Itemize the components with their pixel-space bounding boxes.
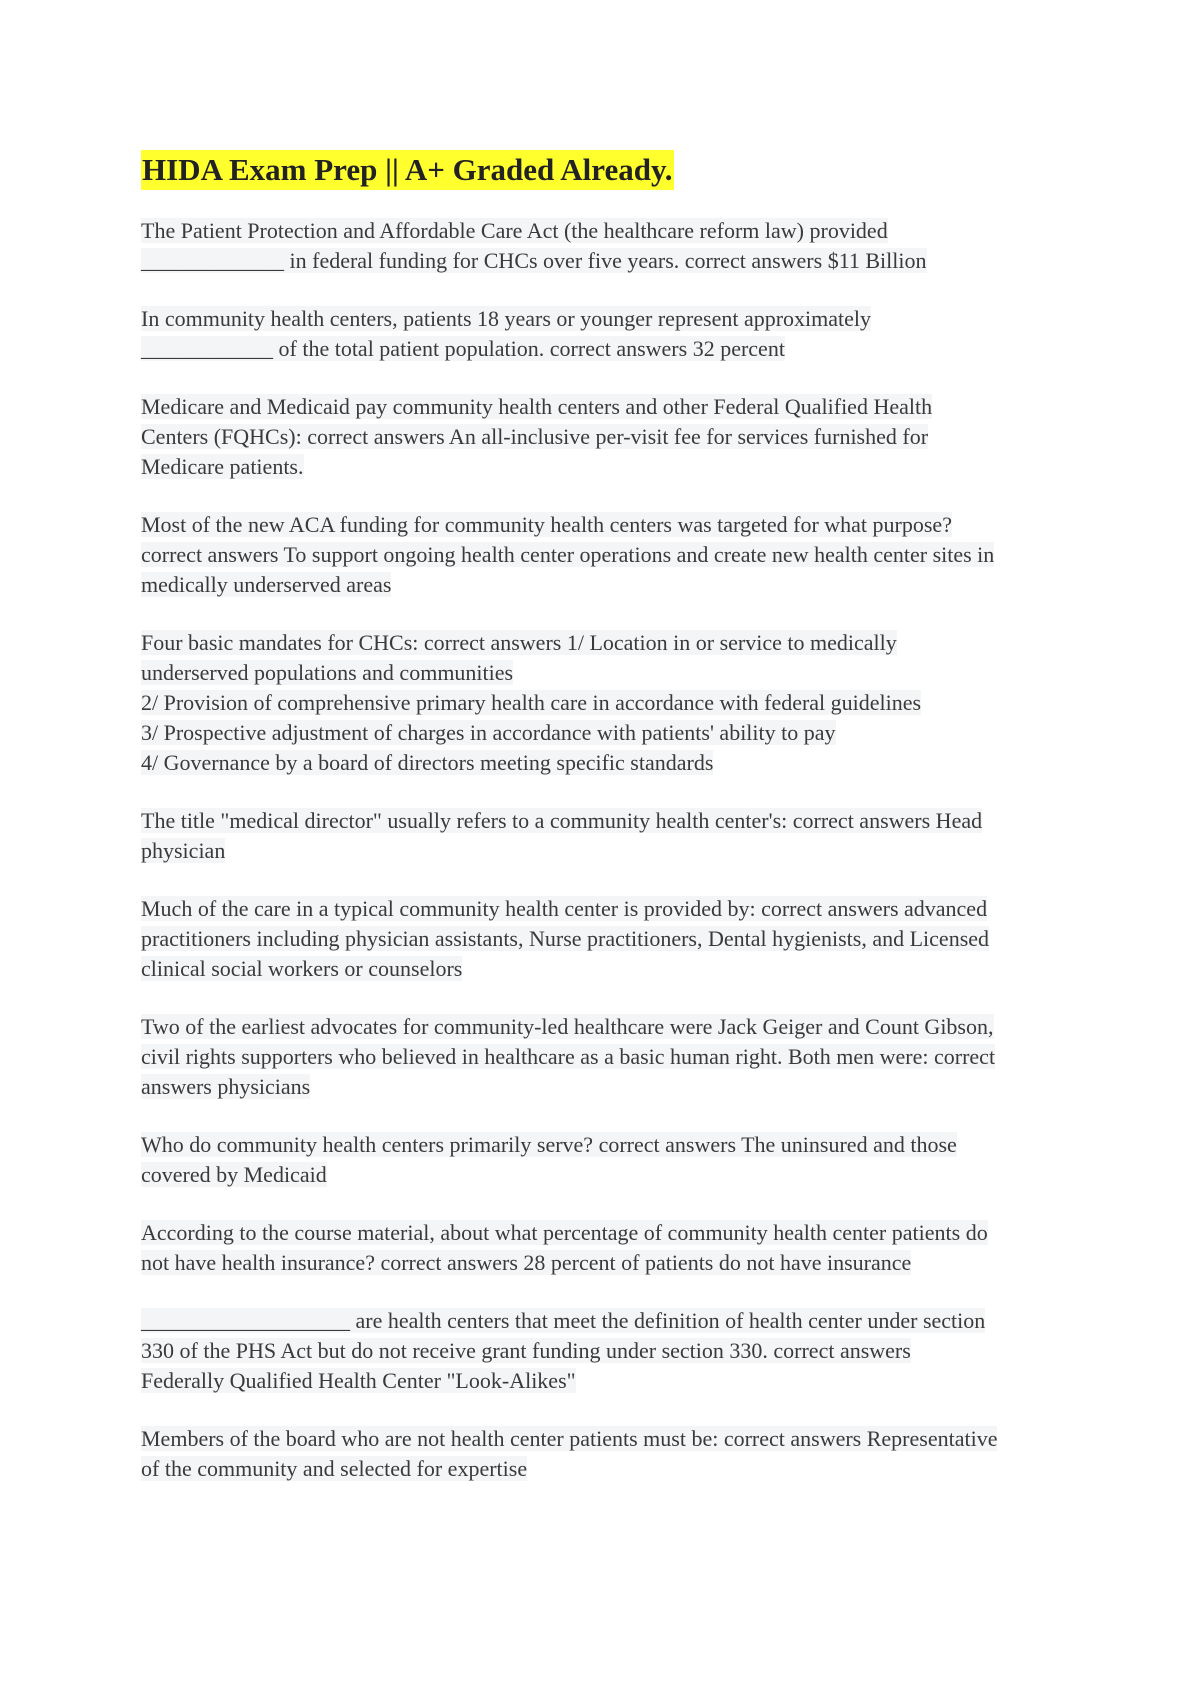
qa-item-7 (141, 894, 1071, 984)
qa-item-2-text: In community health centers, patients 18 years or younger represent approximately ____________ of the total patient population. correct answers 32 percent (141, 306, 872, 361)
qa-item-5-text: Four basic mandates for CHCs: correct answers 1/ Location in or service to medically underserved populations and communities 2/ Provision of comprehensive primary health care in accordance with federal guidelines 3/ Prospective adjustment of charges in accordance with patients' ability to pay 4/ Governance by a board of directors meeting specific standards (141, 630, 922, 775)
qa-item-1 (141, 216, 1071, 276)
qa-item-7-text: Much of the care in a typical community health center is provided by: correct answers advanced practitioners including physician assistants, Nurse practitioners, Dental hygienists, and Licensed clinical social workers or counselors (141, 896, 990, 981)
qa-item-10 (141, 1218, 1071, 1278)
qa-item-11 (141, 1306, 1071, 1396)
qa-item-5 (141, 628, 1071, 778)
qa-item-8 (141, 1012, 1071, 1102)
qa-item-3 (141, 392, 1071, 482)
document-title (141, 150, 1071, 216)
qa-item-9 (141, 1130, 1071, 1190)
qa-item-4-text: Most of the new ACA funding for community health centers was targeted for what purpose? correct answers To support ongoing health center operations and create new health center sites in medically underserved areas (141, 512, 995, 597)
qa-item-12-text: Members of the board who are not health center patients must be: correct answers Representative of the community and selected for expertise (141, 1426, 998, 1481)
qa-item-6-text: The title "medical director" usually refers to a community health center's: correct answers Head physician (141, 808, 983, 863)
document-title-highlight: HIDA Exam Prep || A+ Graded Already. (141, 150, 674, 190)
qa-item-4 (141, 510, 1071, 600)
qa-item-12 (141, 1424, 1071, 1484)
qa-item-10-text: According to the course material, about what percentage of community health center patients do not have health insurance? correct answers 28 percent of patients do not have insurance (141, 1220, 988, 1275)
qa-item-9-text: Who do community health centers primarily serve? correct answers The uninsured and those covered by Medicaid (141, 1132, 957, 1187)
qa-item-1-text: The Patient Protection and Affordable Care Act (the healthcare reform law) provided _____________ in federal funding for CHCs over five years. correct answers $11 Billion (141, 218, 927, 273)
document-content (141, 150, 1071, 1512)
qa-item-6 (141, 806, 1071, 866)
qa-item-3-text: Medicare and Medicaid pay community health centers and other Federal Qualified Health Centers (FQHCs): correct answers An all-inclusive per-visit fee for services furnished for Medicare patients. (141, 394, 933, 479)
qa-item-2 (141, 304, 1071, 364)
qa-item-8-text: Two of the earliest advocates for community-led healthcare were Jack Geiger and Count Gibson, civil rights supporters who believed in healthcare as a basic human right. Both men were: correct answers physicians (141, 1014, 996, 1099)
qa-item-11-text: ___________________ are health centers that meet the definition of health center under section 330 of the PHS Act but do not receive grant funding under section 330. correct answers Federally Qualified Health Center "Look-Alikes" (141, 1308, 986, 1393)
